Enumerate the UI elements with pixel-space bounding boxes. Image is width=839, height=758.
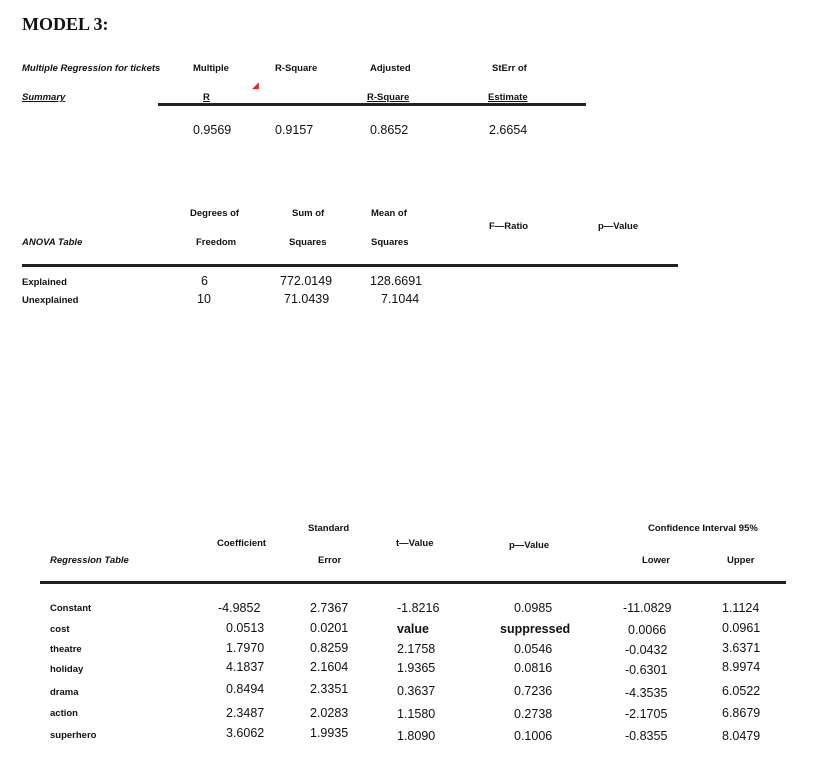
- value-adjusted-r-square: 0.8652: [370, 123, 409, 137]
- anova-row-label: Unexplained: [22, 295, 79, 306]
- regression-se: 0.0201: [310, 621, 349, 635]
- regression-p: 0.2738: [514, 707, 553, 721]
- header-r-square: R-Square: [275, 63, 318, 74]
- anova-df: 6: [201, 274, 208, 288]
- anova-ms: 128.6691: [370, 274, 423, 288]
- regression-t: 0.3637: [397, 684, 436, 698]
- regression-row-label: superhero: [50, 730, 97, 741]
- value-r-square: 0.9157: [275, 123, 314, 137]
- regression-table-label: Regression Table: [50, 555, 129, 566]
- regression-row-label: Constant: [50, 603, 92, 614]
- regression-lower: 0.0066: [628, 623, 667, 637]
- regression-p: 0.7236: [514, 684, 553, 698]
- regression-se: 2.7367: [310, 601, 349, 615]
- regression-t: 1.8090: [397, 729, 436, 743]
- header-lower: Lower: [642, 555, 670, 566]
- anova-ss: 71.0439: [284, 292, 330, 306]
- header-ms: Mean of: [371, 208, 407, 219]
- header-multiple-r-sub: R: [203, 92, 210, 103]
- header-ms-sub: Squares: [371, 237, 409, 248]
- regression-p: 0.1006: [514, 729, 553, 743]
- header-p-value: p—Value: [598, 221, 639, 232]
- regression-row-label: cost: [50, 624, 70, 635]
- header-ss: Sum of: [292, 208, 325, 219]
- regression-upper: 6.0522: [722, 684, 761, 698]
- regression-t: 2.1758: [397, 642, 436, 656]
- regression-upper: 1.1124: [722, 601, 760, 615]
- regression-coef: 1.7970: [226, 641, 265, 655]
- anova-row-label: Explained: [22, 277, 67, 288]
- regression-se: 2.0283: [310, 706, 349, 720]
- header-ci: Confidence Interval 95%: [648, 523, 758, 534]
- value-sterr: 2.6654: [489, 123, 528, 137]
- regression-se: 2.1604: [310, 660, 349, 674]
- regression-p: 0.0816: [514, 661, 553, 675]
- regression-t: 1.9365: [397, 661, 436, 675]
- regression-t: 1.1580: [397, 707, 436, 721]
- anova-ss: 772.0149: [280, 274, 333, 288]
- regression-p: 0.0985: [514, 601, 553, 615]
- regression-coef: 0.8494: [226, 682, 265, 696]
- regression-t: value: [397, 622, 429, 636]
- summary-label: Summary: [22, 92, 66, 103]
- anova-table-label: ANOVA Table: [22, 237, 83, 248]
- page-title: MODEL 3:: [22, 14, 109, 34]
- header-p-value: p—Value: [509, 540, 550, 551]
- summary-rule: [158, 103, 586, 106]
- regression-coef: 3.6062: [226, 726, 265, 740]
- regression-rule: [40, 581, 786, 584]
- regression-lower: -0.8355: [625, 729, 668, 743]
- regression-row-label: action: [50, 708, 78, 719]
- red-mark-icon: ◢: [252, 80, 259, 90]
- regression-upper: 8.9974: [722, 660, 761, 674]
- anova-df: 10: [197, 292, 211, 306]
- regression-upper: 3.6371: [722, 641, 761, 655]
- anova-rule: [22, 264, 678, 267]
- header-upper: Upper: [727, 555, 755, 566]
- regression-upper: 8.0479: [722, 729, 761, 743]
- header-ss-sub: Squares: [289, 237, 327, 248]
- header-t-value: t—Value: [396, 538, 434, 549]
- regression-se: 2.3351: [310, 682, 349, 696]
- regression-coef: 2.3487: [226, 706, 265, 720]
- regression-upper: 6.8679: [722, 706, 761, 720]
- header-sterr: StErr of: [492, 63, 527, 74]
- header-adjusted-sub: R-Square: [367, 92, 410, 103]
- regression-row-label: holiday: [50, 664, 84, 675]
- header-df-sub: Freedom: [196, 237, 237, 248]
- regression-row-label: drama: [50, 687, 79, 698]
- header-std-error-sub: Error: [318, 555, 342, 566]
- header-multiple-r: Multiple: [193, 63, 229, 74]
- regression-se: 0.8259: [310, 641, 349, 655]
- regression-coef: -4.9852: [218, 601, 261, 615]
- header-f-ratio: F—Ratio: [489, 221, 529, 232]
- regression-lower: -0.0432: [625, 643, 668, 657]
- header-adjusted: Adjusted: [370, 63, 411, 74]
- value-multiple-r: 0.9569: [193, 123, 232, 137]
- regression-lower: -0.6301: [625, 663, 668, 677]
- header-sterr-sub: Estimate: [488, 92, 528, 103]
- header-df: Degrees of: [190, 208, 240, 219]
- regression-se: 1.9935: [310, 726, 349, 740]
- regression-coef: 4.1837: [226, 660, 265, 674]
- summary-row-label: Multiple Regression for tickets: [22, 63, 161, 74]
- regression-lower: -4.3535: [625, 686, 668, 700]
- regression-p: suppressed: [500, 622, 571, 636]
- header-coefficient: Coefficient: [217, 538, 267, 549]
- regression-upper: 0.0961: [722, 621, 761, 635]
- regression-lower: -2.1705: [625, 707, 668, 721]
- regression-row-label: theatre: [50, 644, 82, 655]
- anova-ms: 7.1044: [381, 292, 420, 306]
- regression-lower: -11.0829: [623, 601, 672, 615]
- header-std-error: Standard: [308, 523, 350, 534]
- regression-coef: 0.0513: [226, 621, 265, 635]
- regression-p: 0.0546: [514, 642, 553, 656]
- regression-t: -1.8216: [397, 601, 440, 615]
